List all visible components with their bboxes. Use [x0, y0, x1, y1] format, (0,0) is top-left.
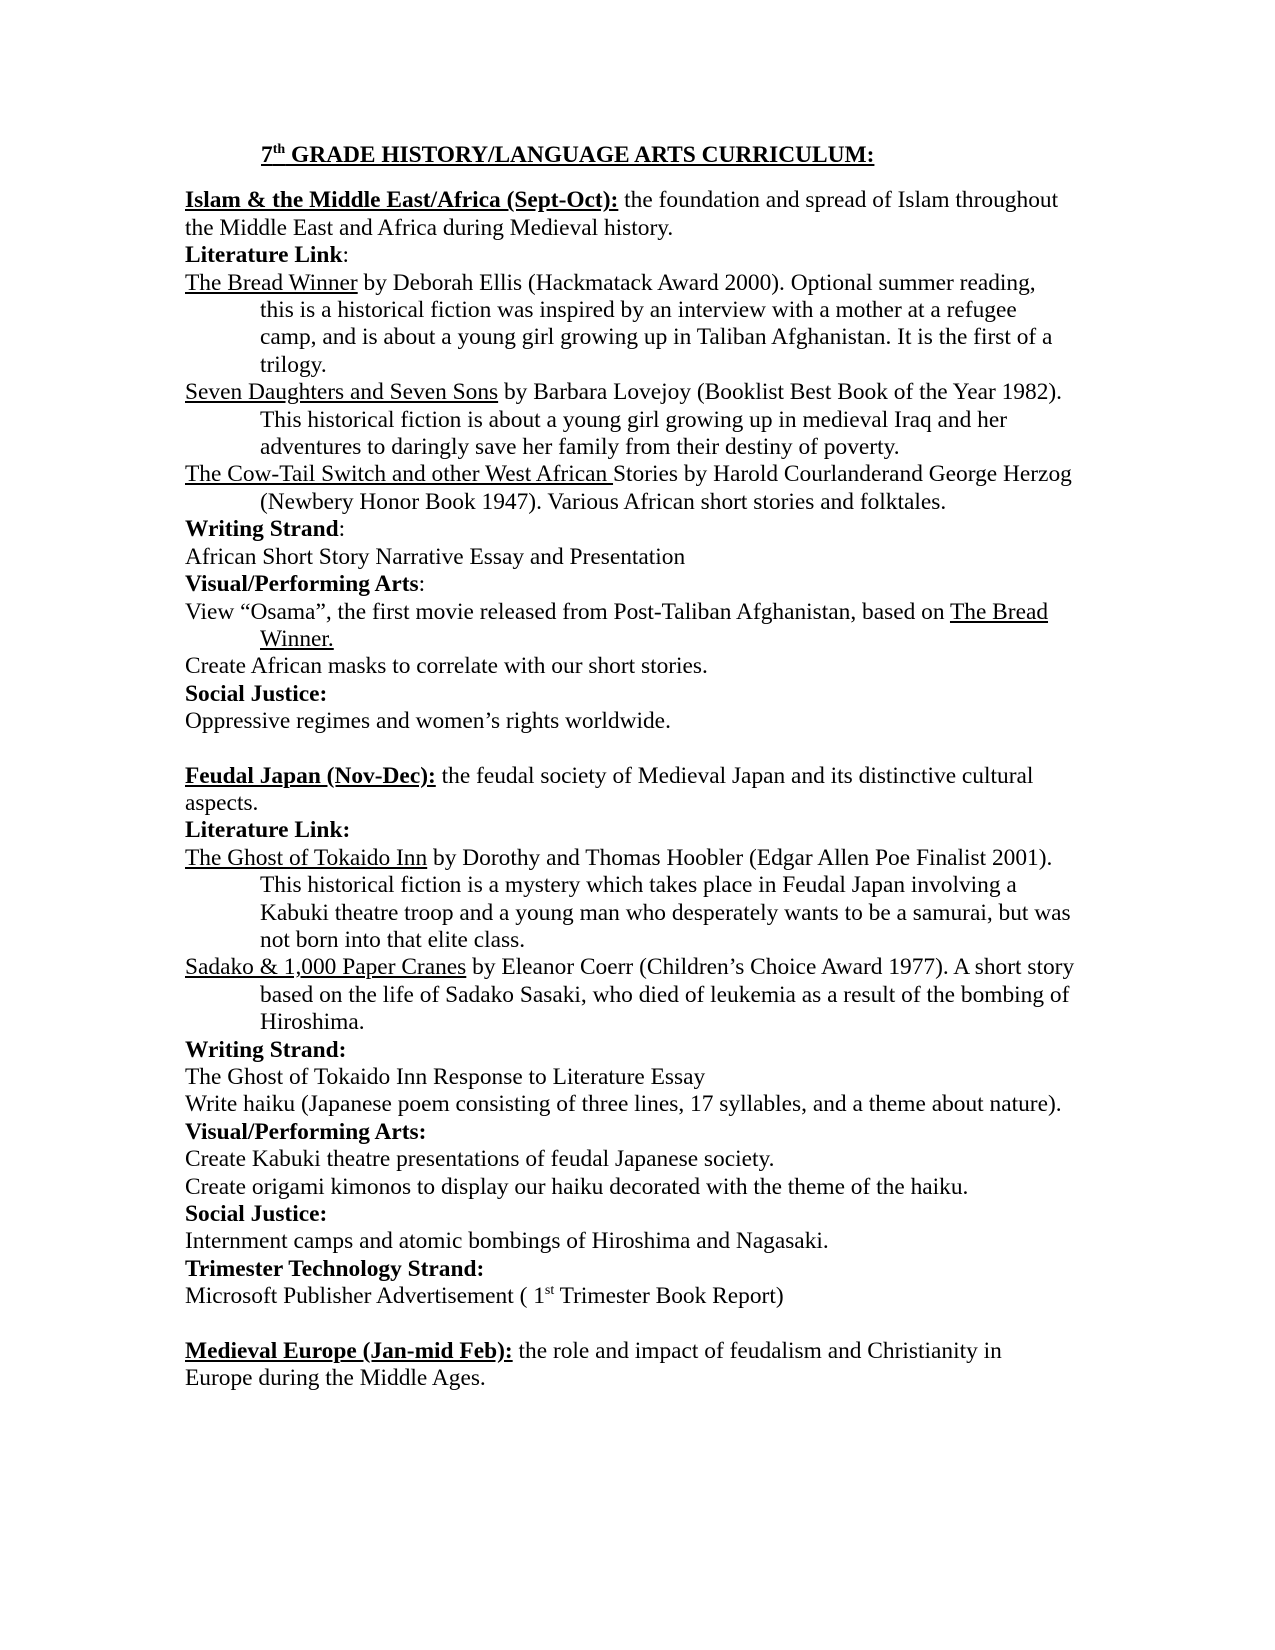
europe-heading: Medieval Europe (Jan-mid Feb): — [185, 1337, 513, 1364]
islam-visual-item-text: View “Osama”, the first movie released from Post-Taliban Afghanistan, based on — [185, 598, 950, 625]
japan-writing-item: Write haiku (Japanese poem consisting of three lines, 17 syllables, and a theme about nature). — [185, 1091, 1062, 1118]
book-entry — [185, 270, 1075, 380]
title-number: 7 — [261, 142, 273, 168]
book-description: by Deborah Ellis (Hackmatack Award 2000). Optional summer reading, this is a historical fiction was inspired by an interview with a mother at a refugee camp, and is about a young girl growing up in Taliban Afghanistan. It is the first of a trilogy. — [260, 269, 1053, 378]
islam-lit-colon: : — [342, 242, 349, 269]
islam-visual-item-book: The Bread Winner. — [260, 598, 1049, 652]
book-title: The Cow-Tail Switch and other West African — [185, 461, 614, 488]
islam-justice-label: Social Justice: — [185, 680, 328, 707]
japan-justice-label: Social Justice: — [185, 1201, 328, 1228]
tech-item-text-end: Trimester Book Report) — [554, 1283, 784, 1310]
islam-writing-item: African Short Story Narrative Essay and Presentation — [185, 543, 686, 570]
islam-visual-colon: : — [418, 571, 426, 598]
islam-heading: Islam & the Middle East/Africa (Sept-Oct): — [185, 187, 619, 214]
page-title — [261, 142, 1075, 169]
japan-literature-label: Literature Link: — [185, 817, 351, 844]
europe-section-intro — [185, 1338, 1075, 1393]
book-description: by Eleanor Coerr (Children’s Choice Award 1977). A short story based on the life of Sadako Sasaki, who died of leukemia as a result of the bombing of Hiroshima. — [260, 954, 1075, 1036]
japan-tech-item — [185, 1283, 1075, 1310]
japan-visual-item: Create Kabuki theatre presentations of feudal Japanese society. — [185, 1146, 775, 1173]
book-entry — [185, 845, 1075, 955]
japan-tech-label: Trimester Technology Strand: — [185, 1255, 485, 1282]
book-title: Seven Daughters and Seven Sons — [185, 379, 499, 406]
islam-visual-item: Create African masks to correlate with our short stories. — [185, 653, 708, 680]
japan-intro-text: the feudal society of Medieval Japan and its distinctive cultural aspects. — [185, 762, 1034, 816]
japan-writing-item: The Ghost of Tokaido Inn Response to Literature Essay — [185, 1064, 706, 1090]
japan-visual-item: Create origami kimonos to display our haiku decorated with the theme of the haiku. — [185, 1173, 969, 1200]
title-superscript: th — [272, 142, 286, 158]
islam-visual-label-text: Visual/Performing Arts — [185, 571, 419, 598]
tech-item-text: Microsoft Publisher Advertisement ( 1 — [185, 1283, 545, 1310]
book-title: Sadako & 1,000 Paper Cranes — [185, 954, 467, 981]
islam-visual-item — [185, 599, 1075, 654]
islam-intro-text: the foundation and spread of Islam throughout the Middle East and Africa during Medieval history. — [185, 187, 1059, 241]
japan-justice-item: Internment camps and atomic bombings of Hiroshima and Nagasaki. — [185, 1228, 829, 1255]
curriculum-content — [185, 142, 1075, 1392]
book-entry — [185, 954, 1075, 1036]
section-gap — [185, 1311, 1075, 1338]
book-title: The Ghost of Tokaido Inn — [185, 844, 428, 871]
book-description: by Barbara Lovejoy (Booklist Best Book of the Year 1982). This historical fiction is about a young girl growing up in medieval Iraq and her adventures to daringly save her family from their destiny of poverty. — [260, 379, 1063, 461]
islam-lit-label-text: Literature Link — [185, 242, 343, 269]
japan-writing-label: Writing Strand: — [185, 1036, 347, 1063]
islam-section-intro — [185, 187, 1075, 242]
tech-item-superscript: st — [544, 1283, 555, 1299]
europe-intro-text: the role and impact of feudalism and Christianity in Europe during the Middle Ages. — [185, 1337, 1002, 1392]
islam-literature-label — [185, 242, 1075, 269]
islam-visual-label — [185, 571, 1075, 598]
japan-visual-label: Visual/Performing Arts: — [185, 1118, 427, 1145]
title-text: GRADE HISTORY/LANGUAGE ARTS CURRICULUM: — [285, 142, 875, 168]
islam-writing-colon: : — [338, 516, 346, 543]
islam-writing-label — [185, 516, 1075, 543]
islam-writing-label-text: Writing Strand — [185, 516, 339, 543]
book-description: Stories by Harold Courlanderand George Herzog (Newbery Honor Book 1947). Various African short stories and folktales. — [260, 461, 1072, 515]
islam-justice-item: Oppressive regimes and women’s rights worldwide. — [185, 708, 671, 735]
japan-section-intro — [185, 763, 1075, 818]
book-title: The Bread Winner — [185, 269, 358, 296]
book-entry — [185, 461, 1075, 516]
book-description: by Dorothy and Thomas Hoobler (Edgar Allen Poe Finalist 2001). This historical fiction is a mystery which takes place in Feudal Japan involving a Kabuki theatre troop and a young man who desperately wants to be a samurai, but was not born into that elite class. — [260, 844, 1071, 953]
japan-heading: Feudal Japan (Nov-Dec): — [185, 762, 436, 789]
section-gap — [185, 736, 1075, 763]
book-entry — [185, 379, 1075, 461]
